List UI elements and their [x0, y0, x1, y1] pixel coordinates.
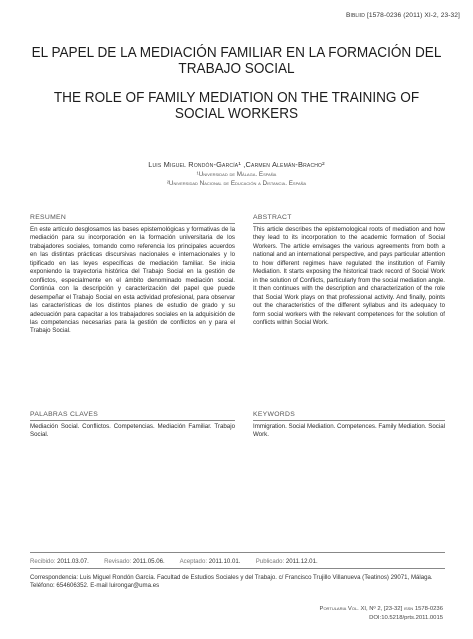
accepted-date: 2011.10.01.	[208, 558, 241, 565]
article-dates	[30, 558, 318, 565]
abstract-heading: ABSTRACT	[253, 214, 292, 221]
accepted-label: Aceptado:	[179, 558, 208, 565]
received-label: Recibido:	[30, 558, 56, 565]
doi: DOI:10.5218/prts.2011.0015	[369, 615, 443, 621]
title-english: THE ROLE OF FAMILY MEDIATION ON THE TRAINING OF SOCIAL WORKERS	[53, 90, 420, 122]
keywords-rule	[253, 420, 445, 421]
keywords-heading: KEYWORDS	[253, 411, 296, 418]
dates-top-rule	[30, 552, 445, 553]
affiliation-2: ²Universidad Nacional de Educación a Distancia. España	[166, 180, 307, 187]
revised-date: 2011.05.06.	[132, 558, 165, 565]
abstract-rule	[253, 223, 445, 224]
keywords-text: Immigration. Social Mediation. Competences. Family Mediation. Social Work.	[253, 423, 445, 439]
bib-label: Bibliid	[346, 12, 365, 19]
bib-reference: [1578-0236 (2011) XI-2, 23-32]	[366, 12, 460, 19]
affiliation-1: ¹Universidad de Málaga. España	[196, 171, 277, 178]
abstract-text: This article describes the epistemological roots of mediation and how they lead to its incorporation to the academic formation of Social Workers. The article envisages the various agreements from both a national and an international perspective, and pays particular attention to how different regimes have regulated the institution of Family Mediation. It starts exposing the historical track record of Social Work in the solution of Conflicts, particularly from the social mediation angle. It then continues with the description and characterization of the role that Social Work plays on that professional activity. And finally, points out the characteristics of the different syllabus and its adequacy to form social workers with the relevant competences for the solution of conflicts within Social Work.	[253, 226, 445, 326]
resumen-rule	[30, 223, 235, 224]
title-spanish: EL PAPEL DE LA MEDIACIÓN FAMILIAR EN LA FORMACIÓN DEL TRABAJO SOCIAL	[31, 45, 442, 77]
bibliographic-header	[346, 12, 460, 19]
correspondence: Correspondencia: Luis Miguel Rondón García. Facultad de Estudios Sociales y del Trabajo. c/ Francisco Trujillo Villanueva (Teatinos) 29071, Málaga. Teléfono: 654606352. E-mail luirongar@uma.es	[30, 574, 433, 590]
palabras-claves-rule	[30, 420, 235, 421]
authors: Luis Miguel Rondón-García¹ ,Carmen Alemán-Bracho²	[148, 160, 325, 169]
revised-label: Revisado:	[104, 558, 132, 565]
received-date: 2011.03.07.	[57, 558, 89, 565]
dates-bottom-rule	[30, 568, 445, 569]
published-label: Publicado:	[255, 558, 285, 565]
resumen-heading: RESUMEN	[30, 214, 67, 221]
palabras-claves-heading: PALABRAS CLAVES	[30, 411, 99, 418]
resumen-text: En este artículo desglosamos las bases epistemológicas y formativas de la mediación para su incorporación en la formación universitaria de los trabajadores sociales, tomando como referencia los principales acuerdos en las distintas prácticas discursivas nacionales e internacionales y lo tipificado en las leyes específicas de mediación familiar. Se inicia exponiendo la trayectoria histórica del Trabajo Social en la gestión de conflictos, especialmente en el ámbito denominado mediación social. Continúa con la descripción y caracterización del papel que puede desempeñar el Trabajo Social en esta actividad profesional, para observar las características de los distintos planes de estudio de grado y su adecuación para capacitar a los trabajadores sociales en la adquisición de las competencias necesarias para la gestión de conflictos en y para el Trabajo Social.	[30, 226, 235, 335]
published-date: 2011.12.01.	[285, 558, 318, 565]
journal-citation: Portularia Vol. XI, Nº 2, [23-32] issn 1578-0236	[319, 606, 443, 612]
palabras-claves-text: Mediación Social. Conflictos. Competencias. Mediación Familiar. Trabajo Social.	[30, 423, 235, 439]
